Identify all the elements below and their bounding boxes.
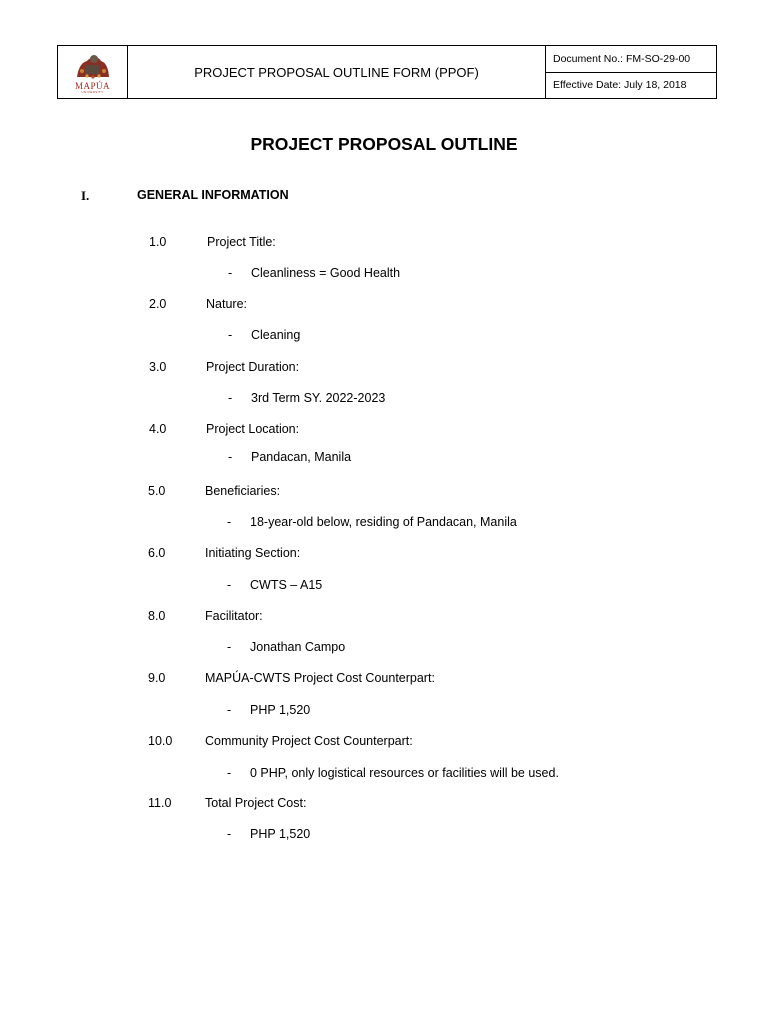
item-number: 10.0 [148,734,173,748]
logo [58,46,128,98]
item-value: CWTS – A15 [250,578,323,592]
item-label: Project Title: [207,235,276,249]
bullet-dash: - [228,328,233,342]
item-number: 8.0 [148,609,166,623]
bullet-dash: - [228,266,233,280]
bullet-dash: - [228,391,233,405]
item-number: 5.0 [148,484,166,498]
item-value: Jonathan Campo [250,640,346,654]
item-label: Initiating Section: [205,546,301,560]
item-value: PHP 1,520 [250,827,311,841]
item-label: Total Project Cost: [205,796,307,810]
document-meta [546,46,716,98]
item-value: 18-year-old below, residing of Pandacan, Manila [250,515,517,529]
form-title: PROJECT PROPOSAL OUTLINE FORM (PPOF) [128,46,546,98]
item-label: Beneficiaries: [205,484,281,498]
bullet-dash: - [227,640,232,654]
item-label: MAPÚA-CWTS Project Cost Counterpart: [205,671,435,685]
item-value: Cleanliness = Good Health [251,266,401,280]
bullet-dash: - [228,450,233,464]
document-number: Document No.: FM-SO-29-00 [553,52,691,65]
item-value: Pandacan, Manila [251,450,352,464]
document-header [57,45,717,99]
logo-subtitle: UNIVERSITY [81,89,104,94]
item-value: Cleaning [251,328,301,342]
item-label: Project Duration: [206,360,300,374]
item-value: 3rd Term SY. 2022-2023 [251,391,386,405]
mapua-seal-icon [73,51,113,81]
item-number: 1.0 [149,235,167,249]
item-number: 2.0 [149,297,167,311]
bullet-dash: - [227,578,232,592]
item-number: 3.0 [149,360,167,374]
effective-date: Effective Date: July 18, 2018 [546,72,716,99]
item-label: Nature: [206,297,247,311]
item-label: Project Location: [206,422,300,436]
page-title: PROJECT PROPOSAL OUTLINE [250,134,518,154]
item-value: 0 PHP, only logistical resources or facilities will be used. [250,766,559,780]
item-number: 6.0 [148,546,166,560]
item-number: 11.0 [148,796,172,810]
bullet-dash: - [227,703,232,717]
bullet-dash: - [227,515,232,529]
item-label: Community Project Cost Counterpart: [205,734,413,748]
bullet-dash: - [227,766,232,780]
item-value: PHP 1,520 [250,703,311,717]
item-number: 4.0 [149,422,167,436]
item-number: 9.0 [148,671,166,685]
logo-wordmark: MAPÚA [74,80,110,91]
item-label: Facilitator: [205,609,263,623]
section-title: GENERAL INFORMATION [137,188,289,202]
section-number: I. [81,188,90,203]
bullet-dash: - [227,827,232,841]
